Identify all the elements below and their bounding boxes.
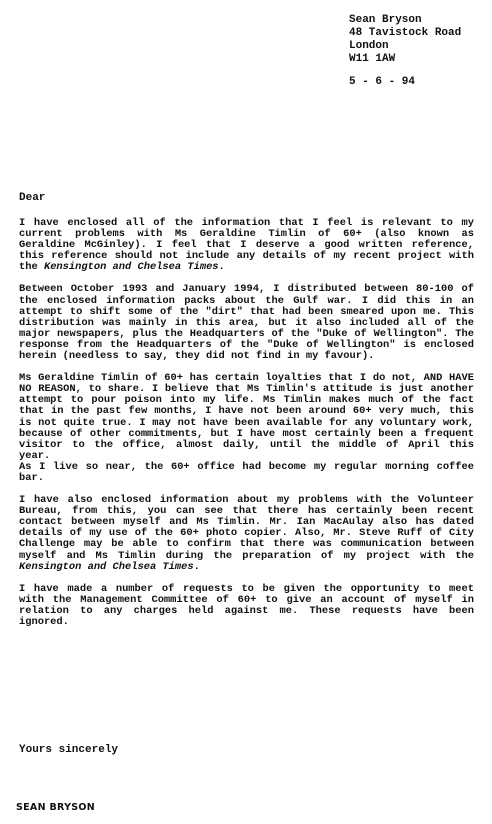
newspaper-title-2: Kensington and Chelsea Times (19, 560, 194, 573)
letter-body (19, 218, 474, 639)
paragraph-1-text: I have enclosed all of the information that I feel is relevant to my current problems with Ms Geraldine Timlin of 60+ (also known as Geraldine McGinley). I feel that I deserve a good written reference, this reference should not include any details of my recent project with the (19, 217, 474, 274)
sender-name: Sean Bryson (349, 14, 422, 26)
paragraph-3-continuation: As I live so near, the 60+ office had become my regular morning coffee bar. (19, 460, 474, 484)
paragraph-loyalties (19, 373, 474, 484)
salutation: Dear (19, 192, 46, 204)
sender-address (349, 14, 485, 66)
paragraph-requests-ignored: I have made a number of requests to be given the opportunity to meet with the Management Committee of 60+ to give an account of myself in relation to any charges held against me. These requests have been ignored. (19, 582, 474, 628)
letter-date: 5 - 6 - 94 (349, 76, 416, 88)
sender-postcode: W11 1AW (349, 53, 396, 65)
paragraph-3-text: Ms Geraldine Timlin of 60+ has certain loyalties that I do not, AND HAVE NO REASON, to share. I believe that Ms Timlin's attitude is just another attempt to pour poison into my life. Ms Timlin makes much of the fact that in the past few months, I have not been around 60+ very much, this is not quite true. I may not have been available for any voluntary work, because of other commitments, but I have most certainly been a frequent visitor to the office, almost daily, until the middle of April this year. (19, 372, 474, 462)
sender-city: London (349, 40, 389, 52)
sender-street: 48 Tavistock Road (349, 27, 462, 39)
paragraph-enclosed-information (19, 218, 474, 273)
paragraph-4-end: . (193, 560, 200, 573)
paragraph-1-end: . (218, 261, 225, 274)
paragraph-volunteer-bureau (19, 495, 474, 573)
newspaper-title: Kensington and Chelsea Times (43, 261, 219, 274)
paragraph-4-text: I have also enclosed information about my problems with the Volunteer Bureau, from this, you can see that there has certainly been recent contact between myself and Ms Timlin. Mr. Ian MacAulay also has dated details of my use of the 60+ photo copier. Also, Mr. Steve Ruff of City Challenge may be able to confirm that there was communication between myself and Ms Timlin during the preparation of my project with the (19, 494, 474, 562)
signature: SEAN BRYSON (16, 802, 96, 813)
paragraph-gulf-war-packs: Between October 1993 and January 1994, I distributed between 80-100 of the enclosed information packs about the Gulf war. I did this in an attempt to shift some of the "dirt" that had been smeared upon me. This distribution was mainly in this area, but it also included all of the major newspapers, plus the Headquarters of the "Duke of Wellington". The response from the Headquarters of the "Duke of Wellington" is enclosed herein (needless to say, they did not find in my favour). (19, 283, 474, 363)
closing: Yours sincerely (19, 744, 119, 756)
